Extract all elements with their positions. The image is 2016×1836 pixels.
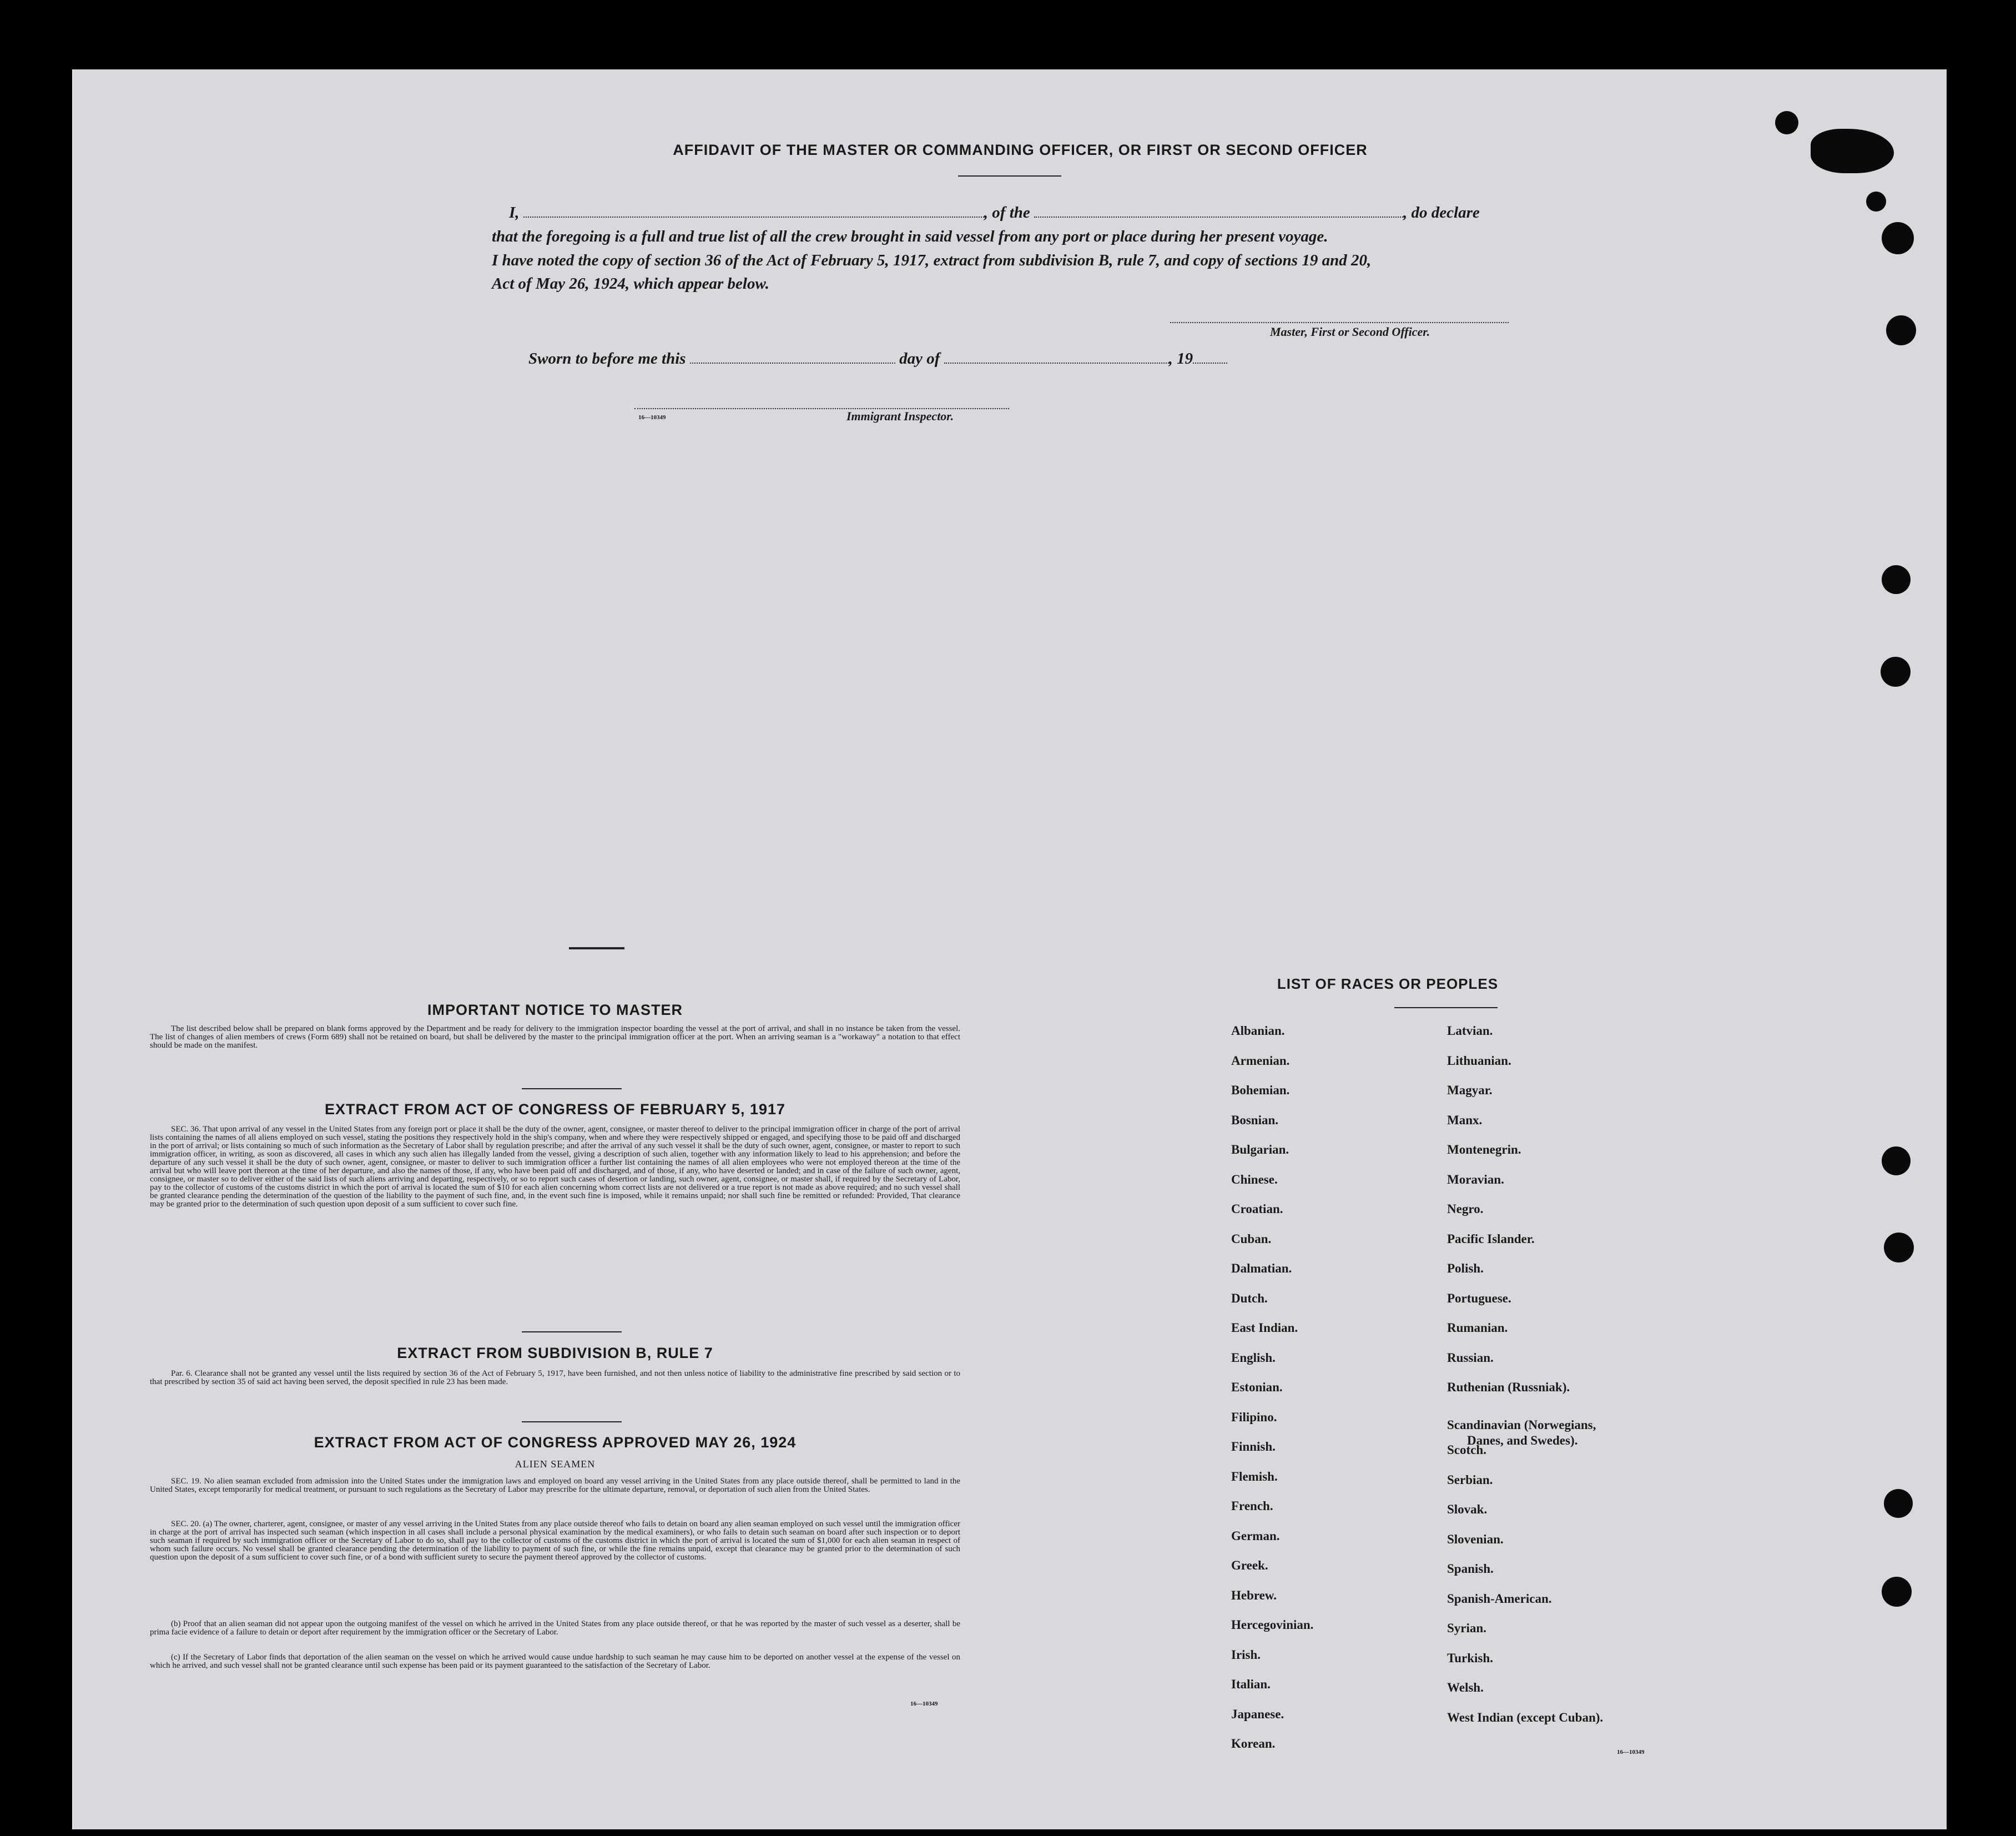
i-label: I, <box>509 204 520 222</box>
races-divider <box>1394 1007 1498 1008</box>
race-item: Irish. <box>1231 1647 1261 1662</box>
alien-seamen-subtitle: ALIEN SEAMEN <box>515 1458 596 1470</box>
punch-hole <box>1886 315 1916 345</box>
race-item: Russian. <box>1447 1350 1494 1365</box>
race-item: Latvian. <box>1447 1024 1493 1038</box>
affidavit-line-3: I have noted the copy of section 36 of the Act of February 5, 1917, extract from subdivision B, rule 7, and copy of sections 19 and 20, <box>492 251 1372 269</box>
race-item: Estonian. <box>1231 1380 1283 1394</box>
race-item: Spanish. <box>1447 1562 1494 1576</box>
affidavit-line-2: that the foregoing is a full and true list of all the crew brought in said vessel from any port or place during her present voyage. <box>492 228 1328 245</box>
race-item: Magyar. <box>1447 1083 1493 1097</box>
race-item: Scotch. <box>1447 1443 1486 1457</box>
race-item: Manx. <box>1447 1113 1483 1127</box>
race-item: Scandinavian (Norwegians, <box>1447 1417 1596 1432</box>
punch-hole <box>1775 111 1798 134</box>
race-item: Filipino. <box>1231 1410 1277 1424</box>
year-blank <box>1193 351 1227 364</box>
subdivision-text: Par. 6. Clearance shall not be granted any vessel until the lists required by section 36 of the Act of February 5, 1917, have been furnished, and not then unless notice of liability to the administrative fine prescribed by said section or to that prescribed by section 35 of said act having been served, the deposit specified in rule 23 has been made. <box>150 1369 960 1386</box>
master-signature-line <box>1170 311 1509 323</box>
race-item: Turkish. <box>1447 1651 1493 1665</box>
punch-hole <box>1866 192 1886 212</box>
race-item: East Indian. <box>1231 1321 1298 1335</box>
race-item: Danes, and Swedes). <box>1467 1433 1578 1447</box>
document-page <box>72 69 1947 1829</box>
punch-hole <box>1882 222 1914 254</box>
extract-1917-divider <box>522 1331 622 1332</box>
race-item: Rumanian. <box>1447 1321 1508 1335</box>
race-item: Bohemian. <box>1231 1083 1290 1097</box>
year-label: , 19 <box>1168 350 1193 368</box>
punch-hole <box>1882 1577 1912 1607</box>
do-declare-label: , do declare <box>1403 204 1480 222</box>
race-item: Moravian. <box>1447 1172 1504 1186</box>
subdivision-title: EXTRACT FROM SUBDIVISION B, RULE 7 <box>397 1345 713 1361</box>
race-item: Portuguese. <box>1447 1291 1511 1305</box>
extract-1924-title: EXTRACT FROM ACT OF CONGRESS APPROVED MAY 26, 1924 <box>314 1434 797 1451</box>
punch-hole <box>1884 1233 1914 1262</box>
race-item: Pacific Islander. <box>1447 1231 1535 1246</box>
of-the-label: , of the <box>984 204 1030 222</box>
title-divider <box>958 175 1061 177</box>
race-item: Bulgarian. <box>1231 1143 1289 1156</box>
race-item: Lithuanian. <box>1447 1053 1511 1068</box>
race-item: Finnish. <box>1231 1440 1276 1453</box>
race-item: Croatian. <box>1231 1202 1283 1216</box>
punch-hole <box>1882 565 1911 594</box>
day-of-label: day of <box>899 350 940 368</box>
race-item: Flemish. <box>1231 1469 1278 1483</box>
form-number-races: 16—10349 <box>1617 1749 1645 1755</box>
sworn-label: Sworn to before me this <box>528 350 686 368</box>
race-item: Slovenian. <box>1447 1532 1504 1546</box>
race-item: Welsh. <box>1447 1681 1484 1694</box>
form-number-top: 16—10349 <box>638 414 666 421</box>
race-item: Hebrew. <box>1231 1588 1277 1602</box>
subdivision-divider <box>522 1421 622 1422</box>
name-blank <box>523 205 984 218</box>
punch-hole <box>1882 1146 1911 1175</box>
notice-title: IMPORTANT NOTICE TO MASTER <box>427 1002 683 1018</box>
sec-20c-text: (c) If the Secretary of Labor finds that deportation of the alien seaman on the vessel on which he arrived would cause undue hardship to such seaman he may cause him to be deported on another vessel at the expense of the vessel on which he arrived, and such vessel shall not be granted clearance until such expense has been paid or its payment guaranteed to the satisfaction of the Secretary of Labor. <box>150 1653 960 1670</box>
sec-19-text: SEC. 19. No alien seaman excluded from admission into the United States under the immigration laws and employed on board any vessel arriving in the United States from any place outside thereof, shall be permitted to land in the United States, except temporarily for medical treatment, or pursuant to such regulations as the Secretary of Labor may prescribe for the ultimate departure, removal, or deportation of such alien from the United States. <box>150 1477 960 1494</box>
race-item: Albanian. <box>1231 1024 1285 1038</box>
race-item: English. <box>1231 1350 1276 1365</box>
race-item: Montenegrin. <box>1447 1143 1521 1156</box>
punch-hole <box>1881 657 1911 687</box>
race-item: Korean. <box>1231 1737 1276 1751</box>
race-item: Serbian. <box>1447 1472 1493 1487</box>
extract-1917-text: SEC. 36. That upon arrival of any vessel in the United States from any foreign port or place it shall be the duty of the owner, agent, consignee, or master thereof to deliver to the principal immigration officer in charge of the port of arrival lists containing the names of all aliens employed on such vessel, stating the positions they respectively hold in the ship's company, when and where they were respectively shipped or engaged, and specifying those to be paid off and discharged in the port of arrival; or lists containing so much of such information as the Secretary of Labor shall by regulation prescribe; and after the arrival of any such vessel it shall be the duty of such owner, agent, consignee, or master to report to such immigration officer, in writing, as soon as discovered, all cases in which any such alien has illegally landed from the vessel, giving a description of such alien, together with any information likely to lead to his apprehension; and before the departure of any such vessel it shall be the duty of such owner, agent, consignee, or master to deliver to such immigration officer a further list containing the names of all alien employees who were not employed thereon at the time of the arrival but who will leave port thereon at the time of her departure, and also the names of those, if any, who have been paid off and discharged, and of those, if any, who have deserted or landed; and in case of the failure of such owner, agent, consignee, or master so to deliver either of the said lists of such aliens arriving and departing, respectively, or so to report such cases of desertion or landing, such owner, agent, consignee, or master shall, if required by the Secretary of Labor, pay to the collector of customs of the customs district in which the port of arrival is located the sum of $10 for each alien concerning whom correct lists are not delivered or a true report is not made as above required; and no such vessel shall be granted clearance pending the determination of the question of the liability to the payment of such fine, and, in the event such fine is imposed, while it remains unpaid; nor shall such fine be remitted or refunded: Provided, That clearance may be granted prior to the determination of such question upon deposit of a sum sufficient to cover such fine. <box>150 1125 960 1209</box>
sec-20b-text: (b) Proof that an alien seaman did not appear upon the outgoing manifest of the vessel on which he arrived in the United States from any place outside thereof, or that he was reported by the master of such vessel as a deserter, shall be prima facie evidence of a failure to detain or deport after requirement by the immigration officer or the Secretary of Labor. <box>150 1619 960 1637</box>
sworn-day-blank <box>690 351 895 364</box>
race-item: Syrian. <box>1447 1621 1486 1635</box>
vessel-blank <box>1034 205 1403 218</box>
race-item: Cuban. <box>1231 1231 1272 1246</box>
race-item: Greek. <box>1231 1558 1268 1572</box>
race-item: Italian. <box>1231 1677 1271 1691</box>
form-number-notice: 16—10349 <box>910 1701 938 1707</box>
sworn-line <box>528 350 1227 368</box>
race-item: Polish. <box>1447 1261 1484 1275</box>
affidavit-title: AFFIDAVIT OF THE MASTER OR COMMANDING OFFICER, OR FIRST OR SECOND OFFICER <box>673 142 1368 158</box>
master-signature-label: Master, First or Second Officer. <box>1270 325 1430 339</box>
race-item: West Indian (except Cuban). <box>1447 1710 1604 1724</box>
races-title: LIST OF RACES OR PEOPLES <box>1277 975 1499 992</box>
race-item: Chinese. <box>1231 1172 1278 1186</box>
inspector-signature-label: Immigrant Inspector. <box>846 409 954 423</box>
sworn-month-blank <box>944 351 1169 364</box>
race-item: Bosnian. <box>1231 1113 1279 1127</box>
race-item: Hercegovinian. <box>1231 1618 1314 1632</box>
affidavit-line-1 <box>509 204 1480 222</box>
race-item: Ruthenian (Russniak). <box>1447 1380 1570 1394</box>
affidavit-line-4: Act of May 26, 1924, which appear below. <box>492 275 769 293</box>
race-item: Negro. <box>1447 1202 1484 1216</box>
extract-1917-title: EXTRACT FROM ACT OF CONGRESS OF FEBRUARY 5, 1917 <box>324 1101 786 1118</box>
inspector-signature-line <box>634 397 1009 409</box>
race-item: German. <box>1231 1528 1280 1543</box>
notice-text: The list described below shall be prepared on blank forms approved by the Department and be ready for delivery to the immigration inspector boarding the vessel at the port of arrival, and shall in no instance be taken from the vessel. The list of changes of alien members of crews (Form 689) shall not be retained on board, but shall be delivered by the master to the principal immigration officer at the port. When an arriving seaman is a "workaway" a notation to that effect should be made on the manifest. <box>150 1024 960 1050</box>
notice-divider <box>522 1088 622 1089</box>
race-item: Armenian. <box>1231 1053 1290 1068</box>
ink-mark <box>569 947 624 949</box>
race-item: Dutch. <box>1231 1291 1268 1305</box>
sec-20a-text: SEC. 20. (a) The owner, charterer, agent, consignee, or master of any vessel arriving in the United States from any place outside thereof who fails to detain on board any alien seaman employed on such vessel until the immigration officer in charge at the port of arrival has inspected such seaman (which inspection in all cases shall include a personal physical examination by the medical examiners), or who fails to detain such seaman on board after such inspection or to deport such seaman if required by such immigration officer or the Secretary of Labor to do so, shall pay to the collector of customs of the customs district in which the port of arrival is located the sum of $1,000 for each alien seaman in respect of whom such failure occurs. No vessel shall be granted clearance pending the determination of the liability to payment of such fine, or while the fine remains unpaid, except that clearance may be granted prior to the determination of such question upon the deposit of a sum sufficient to cover such fine, or of a bond with sufficient surety to secure the payment thereof approved by the collector of customs. <box>150 1520 960 1562</box>
punch-hole <box>1884 1489 1913 1518</box>
race-item: Dalmatian. <box>1231 1261 1292 1275</box>
race-item: Spanish-American. <box>1447 1591 1552 1606</box>
race-item: Slovak. <box>1447 1502 1488 1516</box>
race-item: Japanese. <box>1231 1707 1284 1721</box>
race-item: French. <box>1231 1499 1273 1513</box>
